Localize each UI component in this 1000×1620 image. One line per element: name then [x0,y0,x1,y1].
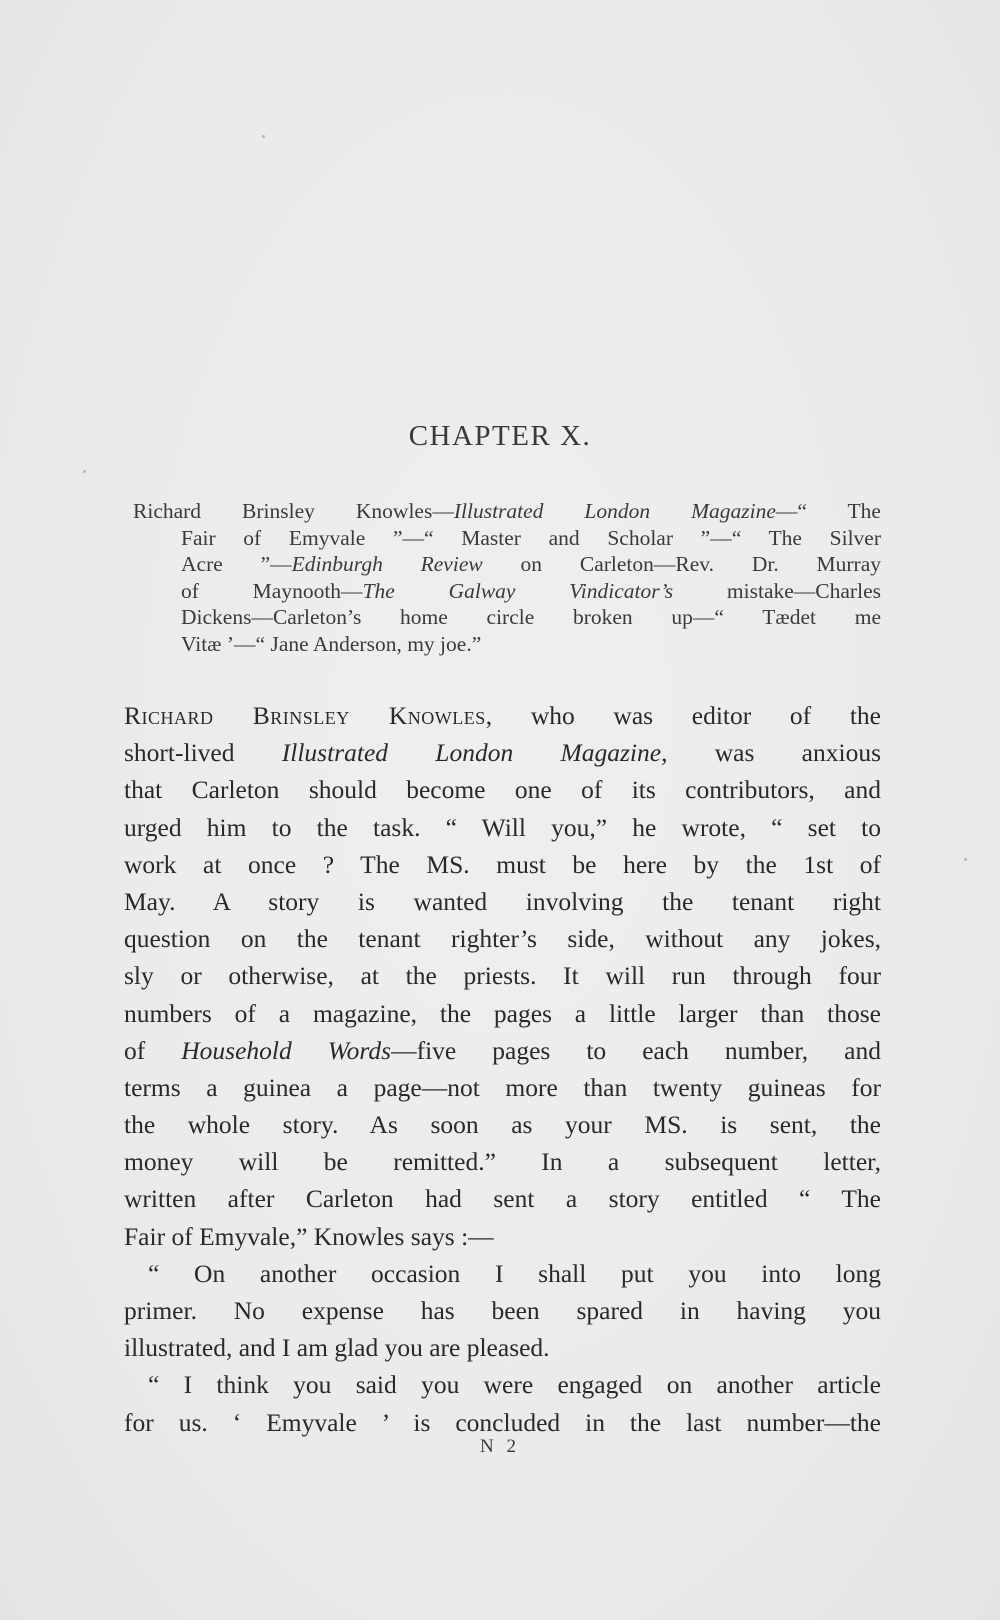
body-text-run: urged him to the task. “ Will you,” he wrote, “ set to [124,812,881,842]
summary-line [133,578,881,605]
paper-speck [964,858,967,861]
summary-text: of Maynooth— [181,578,363,603]
summary-text: Dickens—Carleton’s home circle broken up—“ Tædet me [181,605,881,630]
body-line [124,920,881,957]
body-line [124,995,881,1032]
body-line [124,883,881,920]
body-line [124,1329,881,1366]
body-text-run: “ On another occasion I shall put you into long [148,1258,881,1288]
body-text-run: written after Carleton had sent a story entitled “ The [124,1184,881,1214]
body-text-run: Fair of Emyvale,” Knowles says :— [124,1221,494,1251]
summary-text: Richard Brinsley Knowles— [133,499,454,523]
signature-mark: N 2 [480,1436,520,1457]
body-line [124,846,881,883]
small-caps-name: Richard Brinsley Knowles [124,701,486,730]
chapter-summary [133,498,881,658]
summary-italic-text: Illustrated London Magazine [453,499,776,523]
italic-title: Illustrated London Magazine [281,738,662,768]
summary-italic-text: Edinburgh Review [291,552,483,577]
body-line [124,1032,881,1069]
summary-text: Vitæ ’—“ Jane Anderson, my joe.” [181,631,482,656]
body-text-run: primer. No expense has been spared in having you [124,1296,881,1325]
body-text-run: “ I think you said you were engaged on another article [148,1370,881,1400]
body-text-run: , was anxious [661,738,881,768]
body-text-run: , who was editor of the [485,701,881,730]
body-line [124,809,881,846]
italic-title: Household Words [181,1035,392,1065]
summary-italic-text: The Galway Vindicator’s [362,578,674,603]
summary-text: —“ The [775,499,881,523]
body-line [124,771,881,808]
summary-line [133,631,881,658]
chapter-title: CHAPTER X. [408,420,592,452]
body-text-run: money will be remitted.” In a subsequent letter, [124,1147,881,1177]
body-line [124,957,881,994]
body-line [124,1106,881,1143]
summary-line [133,604,881,631]
summary-line [133,525,881,552]
summary-text: Fair of Emyvale ”—“ Master and Scholar ”—“ The Silver [181,525,881,550]
body-text-run: work at once ? The MS. must be here by the 1st of [124,849,881,879]
body-line [124,1218,881,1255]
body-text-run: illustrated, and I am glad you are pleased. [124,1333,550,1363]
summary-text: Acre ”— [181,552,292,577]
body-text-run: —five pages to each number, and [391,1035,882,1065]
body-text-run: terms a guinea a page—not more than twenty guineas for [124,1072,881,1102]
body-text-run: May. A story is wanted involving the tenant right [124,886,881,916]
body-line [124,1069,881,1106]
paper-speck [83,470,86,473]
body-line [124,734,881,771]
body-text-run: sly or otherwise, at the priests. It will run through four [124,961,881,991]
body-text-run: for us. ‘ Emyvale ’ is concluded in the last number—the [124,1407,881,1437]
body-text-run: question on the tenant righter’s side, without any jokes, [124,924,881,954]
body-line [124,1143,881,1180]
body-text-run: that Carleton should become one of its contributors, and [124,775,881,805]
body-line [124,697,881,734]
summary-text: on Carleton—Rev. Dr. Murray [482,552,881,577]
body-line [124,1366,881,1403]
paper-speck [262,135,265,138]
summary-line [133,551,881,578]
body-text-run: of [124,1035,182,1065]
body-line [124,1180,881,1217]
body-text-run: the whole story. As soon as your MS. is sent, the [124,1110,881,1140]
summary-line [133,498,881,525]
body-text-run: short-lived [124,738,282,768]
summary-text: mistake—Charles [673,578,881,603]
body-text [124,697,881,1441]
body-line [124,1292,881,1329]
body-text-run: numbers of a magazine, the pages a little larger than those [124,998,881,1028]
body-line [124,1255,881,1292]
